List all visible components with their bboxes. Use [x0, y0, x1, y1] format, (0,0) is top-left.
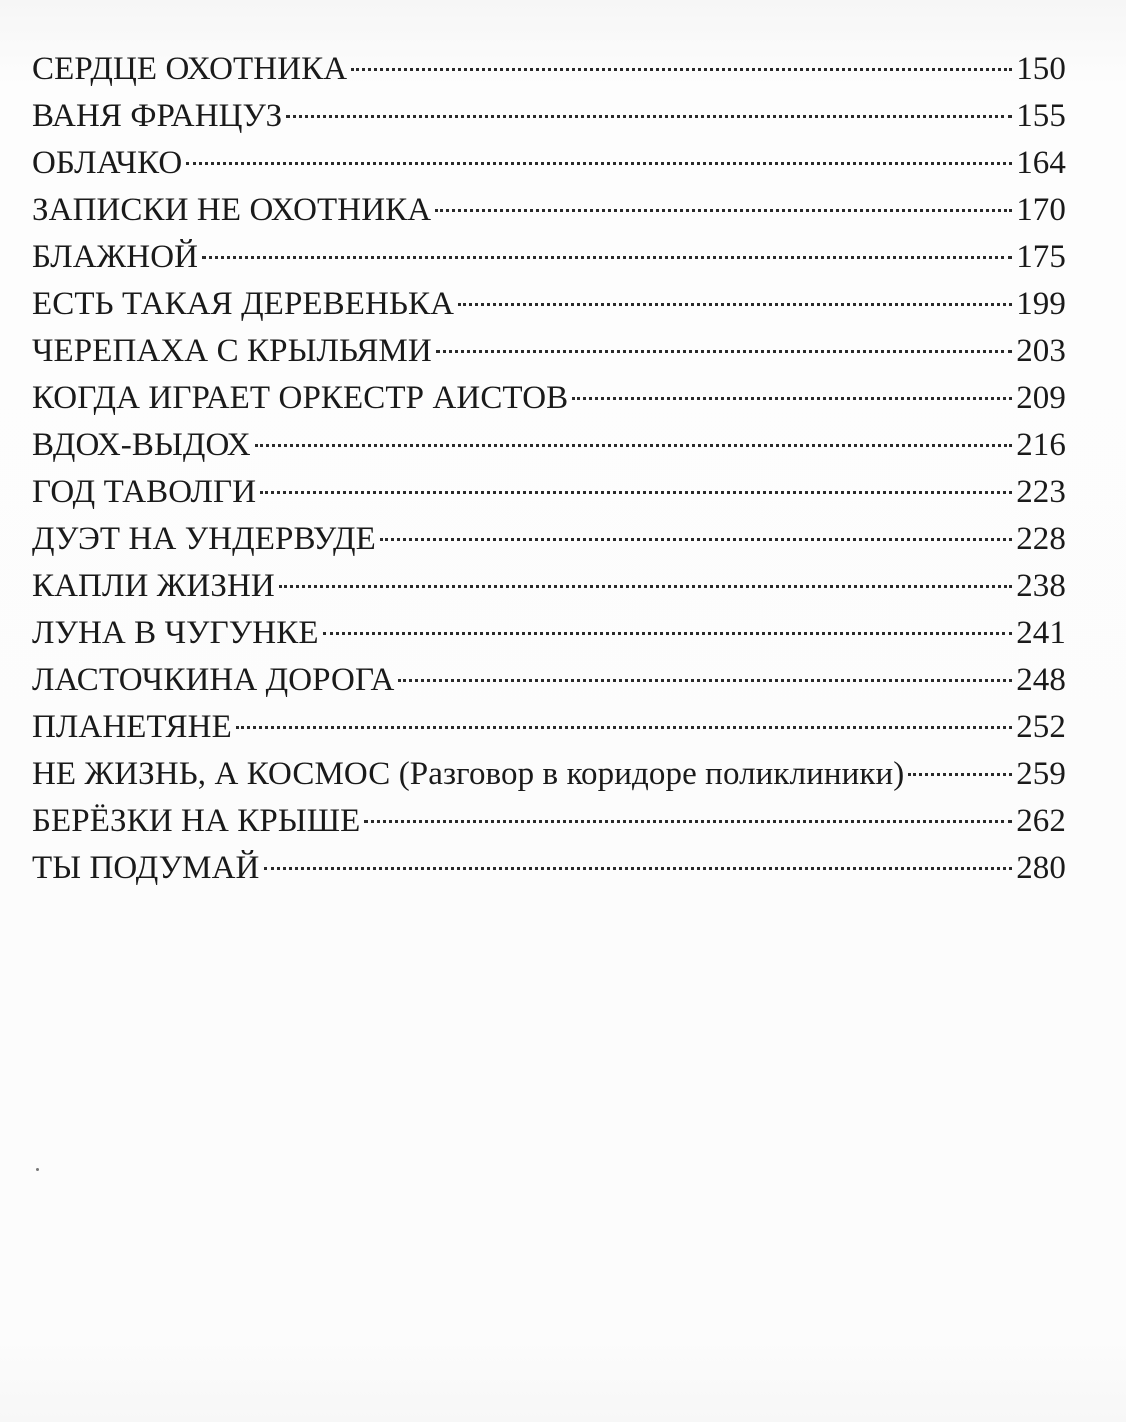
dot-leader [436, 350, 1012, 353]
toc-entry [32, 234, 1066, 281]
toc-entry-page: 241 [1016, 615, 1066, 651]
toc-entry [32, 328, 1066, 375]
toc-entry-title: БЕРЁЗКИ НА КРЫШЕ [32, 803, 361, 839]
toc-entry-title: НЕ ЖИЗНЬ, А КОСМОС (Разговор в коридоре поликлиники) [32, 756, 905, 792]
toc-entry-title: ДУЭТ НА УНДЕРВУДЕ [32, 521, 376, 557]
dot-leader [264, 867, 1013, 870]
speck [36, 1168, 39, 1171]
dot-leader [458, 303, 1012, 306]
toc-entry-title: ГОД ТАВОЛГИ [32, 474, 257, 510]
toc-entry-page: 280 [1016, 850, 1066, 886]
dot-leader [572, 397, 1012, 400]
toc-entry-title: КОГДА ИГРАЕТ ОРКЕСТР АИСТОВ [32, 380, 569, 416]
toc-entry [32, 140, 1066, 187]
toc-entry-title: ОБЛАЧКО [32, 145, 183, 181]
table-of-contents [32, 46, 1066, 892]
dot-leader [351, 68, 1012, 71]
toc-entry-page: 209 [1016, 380, 1066, 416]
toc-entry-page: 155 [1016, 98, 1066, 134]
toc-entry-title: ЧЕРЕПАХА С КРЫЛЬЯМИ [32, 333, 432, 369]
toc-entry-title: ВАНЯ ФРАНЦУЗ [32, 98, 283, 134]
toc-entry-title: КАПЛИ ЖИЗНИ [32, 568, 275, 604]
dot-leader [380, 538, 1012, 541]
toc-entry-page: 175 [1016, 239, 1066, 275]
toc-entry-title: СЕРДЦЕ ОХОТНИКА [32, 51, 348, 87]
toc-entry-page: 228 [1016, 521, 1066, 557]
toc-entry-title: ЕСТЬ ТАКАЯ ДЕРЕВЕНЬКА [32, 286, 455, 322]
toc-entry [32, 704, 1066, 751]
toc-entry [32, 46, 1066, 93]
dot-leader [202, 256, 1012, 259]
toc-entry [32, 751, 1066, 798]
toc-entry [32, 93, 1066, 140]
toc-entry-title: ТЫ ПОДУМАЙ [32, 850, 260, 886]
toc-entry-page: 164 [1016, 145, 1066, 181]
toc-entry-page: 252 [1016, 709, 1066, 745]
dot-leader [236, 726, 1012, 729]
toc-entry-title: ПЛАНЕТЯНЕ [32, 709, 232, 745]
toc-entry-page: 170 [1016, 192, 1066, 228]
toc-entry [32, 516, 1066, 563]
toc-entry-page: 262 [1016, 803, 1066, 839]
dot-leader [255, 444, 1012, 447]
toc-entry [32, 657, 1066, 704]
toc-entry [32, 563, 1066, 610]
dot-leader [364, 820, 1012, 823]
toc-entry-page: 248 [1016, 662, 1066, 698]
toc-entry [32, 187, 1066, 234]
dot-leader [260, 491, 1012, 494]
toc-entry-title: ЛАСТОЧКИНА ДОРОГА [32, 662, 395, 698]
toc-entry-page: 199 [1016, 286, 1066, 322]
toc-entry-title: ВДОХ-ВЫДОХ [32, 427, 251, 463]
toc-entry [32, 281, 1066, 328]
toc-entry-page: 259 [1016, 756, 1066, 792]
toc-entry-page: 238 [1016, 568, 1066, 604]
dot-leader [186, 162, 1012, 165]
dot-leader [279, 585, 1012, 588]
dot-leader [435, 209, 1012, 212]
toc-entry-title: ЛУНА В ЧУГУНКЕ [32, 615, 319, 651]
dot-leader [398, 679, 1012, 682]
toc-entry [32, 422, 1066, 469]
toc-entry-title: ЗАПИСКИ НЕ ОХОТНИКА [32, 192, 432, 228]
dot-leader [323, 632, 1012, 635]
toc-entry [32, 375, 1066, 422]
toc-entry-page: 223 [1016, 474, 1066, 510]
dot-leader [286, 115, 1012, 118]
toc-entry-page: 203 [1016, 333, 1066, 369]
toc-entry-page: 216 [1016, 427, 1066, 463]
toc-entry [32, 798, 1066, 845]
toc-entry [32, 610, 1066, 657]
dot-leader [908, 773, 1012, 776]
toc-entry [32, 845, 1066, 892]
toc-entry-title: БЛАЖНОЙ [32, 239, 199, 275]
toc-entry-page: 150 [1016, 51, 1066, 87]
toc-entry [32, 469, 1066, 516]
